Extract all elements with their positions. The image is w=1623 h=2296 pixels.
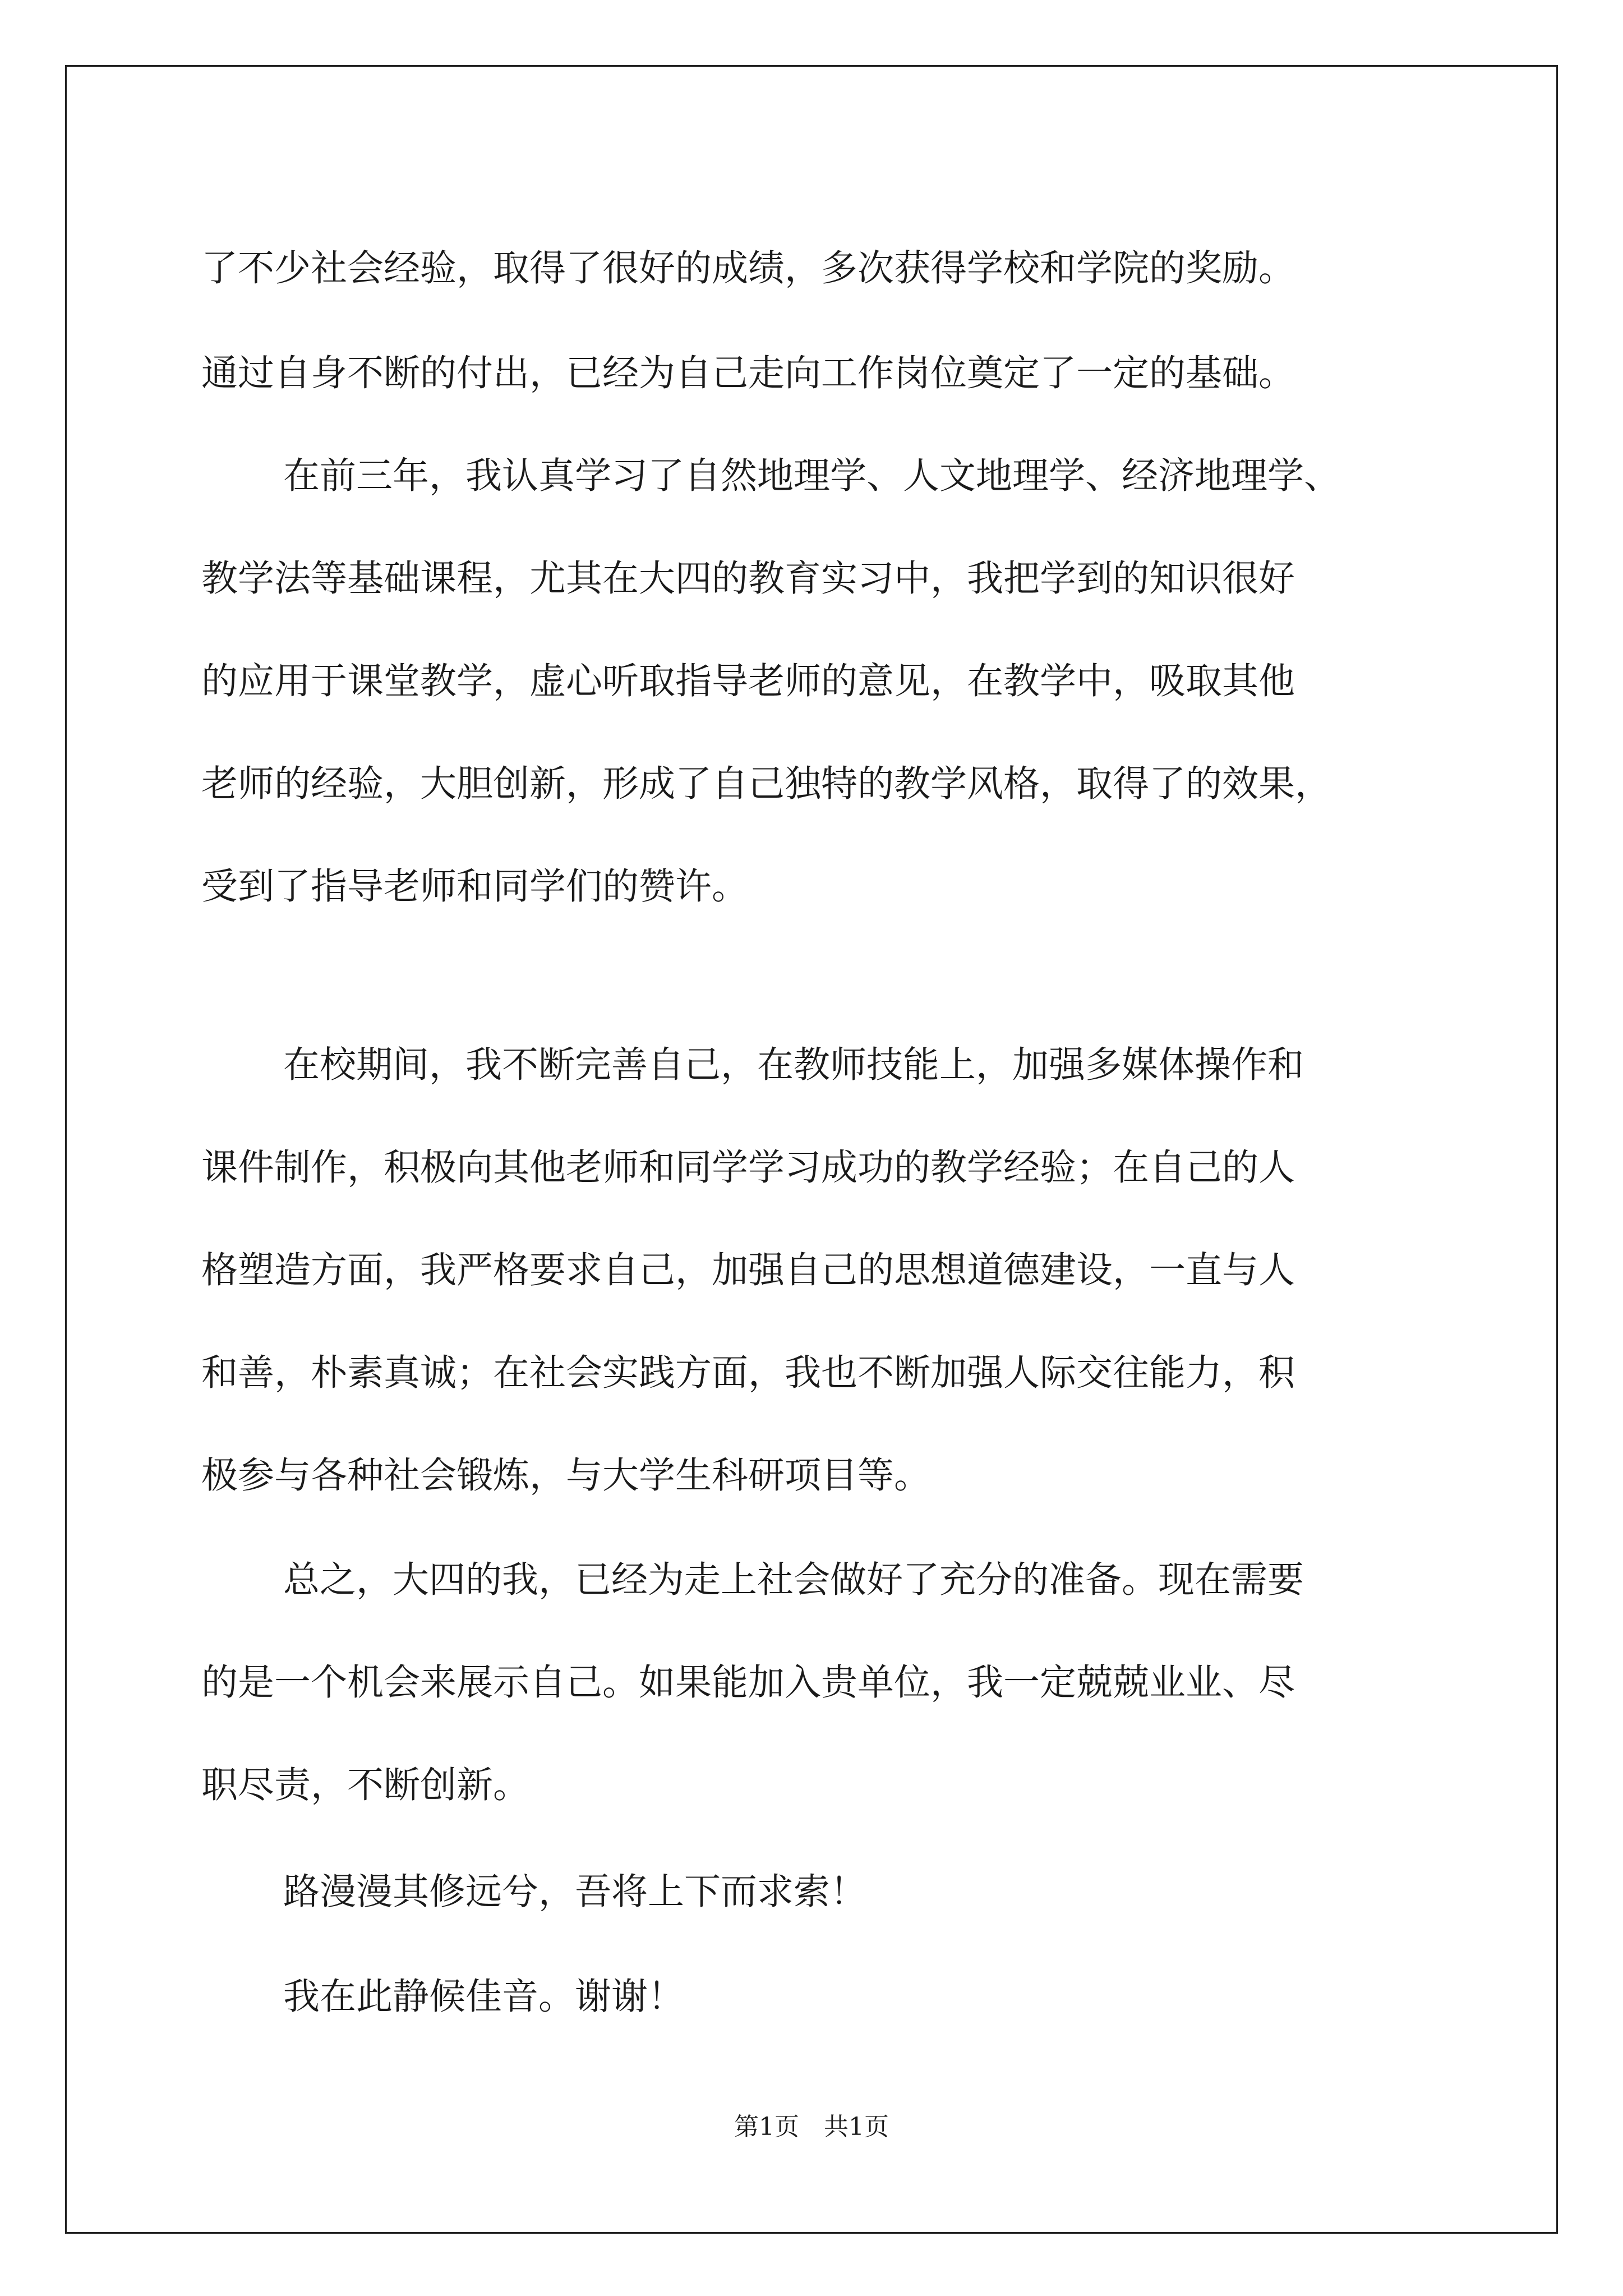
text-line: 和善，朴素真诚；在社会实践方面，我也不断加强人际交往能力，积 [201, 1352, 1295, 1394]
paragraph-start-line: 在前三年，我认真学习了自然地理学、人文地理学、经济地理学、 [283, 455, 1341, 497]
paragraph-start-line: 总之，大四的我，已经为走上社会做好了充分的准备。现在需要 [283, 1559, 1304, 1601]
closing-line: 我在此静候佳音。谢谢！ [283, 1976, 685, 2018]
text-line: 了不少社会经验，取得了很好的成绩，多次获得学校和学院的奖励。 [201, 247, 1295, 289]
text-line: 极参与各种社会锻炼，与大学生科研项目等。 [201, 1455, 931, 1497]
page-frame [65, 65, 1558, 2234]
text-line: 的应用于课堂教学，虚心听取指导老师的意见，在教学中，吸取其他 [201, 660, 1295, 702]
text-line: 职尽责，不断创新。 [201, 1764, 530, 1806]
page-footer: 第1页 共1页 [734, 2113, 889, 2141]
text-line: 的是一个机会来展示自己。如果能加入贵单位，我一定兢兢业业、尽 [201, 1662, 1295, 1704]
paragraph-start-line: 路漫漫其修远兮，吾将上下而求索！ [283, 1871, 867, 1913]
text-line: 课件制作，积极向其他老师和同学学习成功的教学经验；在自己的人 [201, 1147, 1295, 1189]
text-line: 通过自身不断的付出，已经为自己走向工作岗位奠定了一定的基础。 [201, 352, 1295, 394]
body-text [67, 67, 1556, 2232]
text-line: 老师的经验，大胆创新，形成了自己独特的教学风格，取得了的效果， [201, 763, 1332, 805]
paragraph-start-line: 在校期间，我不断完善自己，在教师技能上，加强多媒体操作和 [283, 1044, 1304, 1086]
text-line: 教学法等基础课程，尤其在大四的教育实习中，我把学到的知识很好 [201, 558, 1295, 600]
text-line: 格塑造方面，我严格要求自己，加强自己的思想道德建设，一直与人 [201, 1249, 1295, 1291]
text-line: 受到了指导老师和同学们的赞许。 [201, 866, 749, 908]
